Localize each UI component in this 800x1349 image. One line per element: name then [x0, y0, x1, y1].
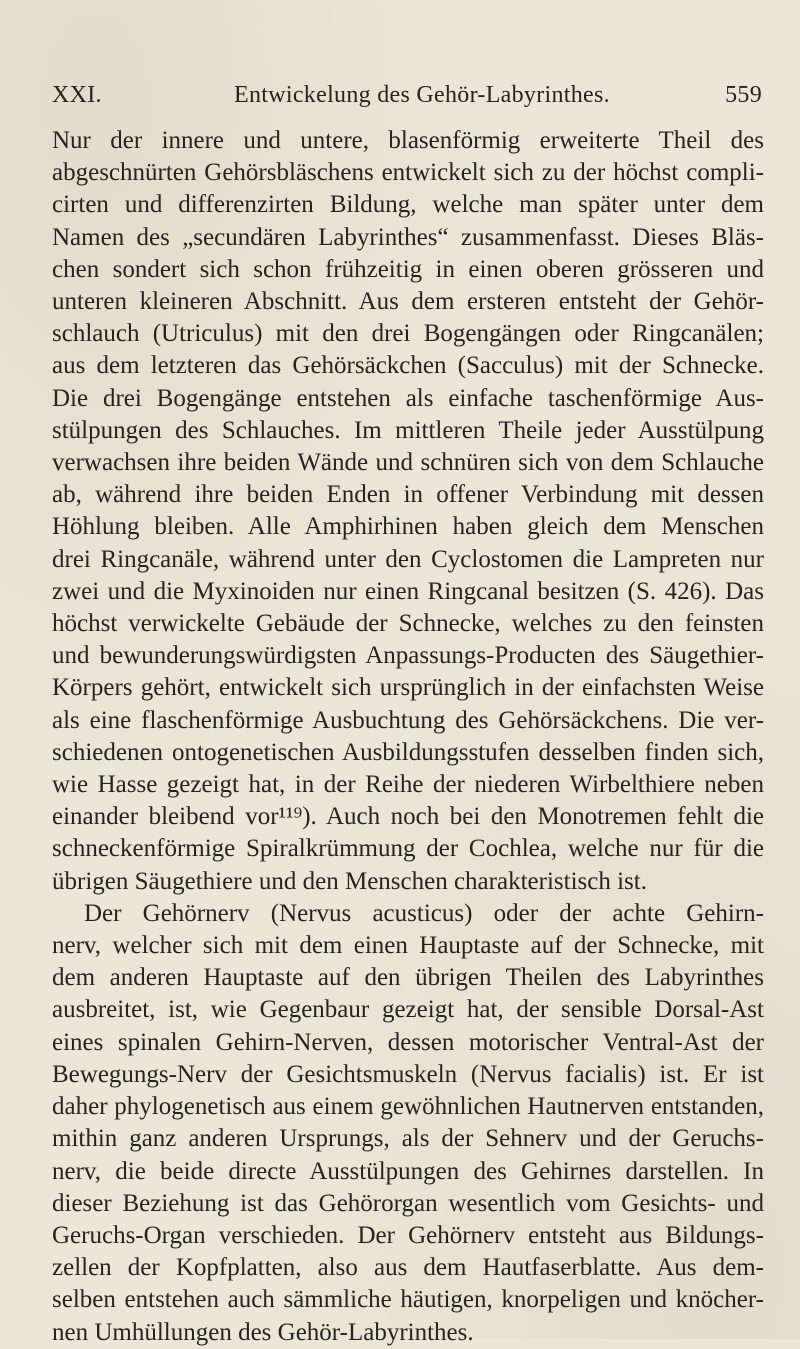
text-line: Bewegungs-Nerv der Gesichtsmuskeln (Nervus facialis) ist. Er ist — [52, 1060, 764, 1088]
text-line: Namen des „secundären Labyrinthes“ zusammenfasst. Dieses Bläs- — [52, 223, 764, 251]
text-line: selben entstehen auch sämmliche häutigen, knorpeligen und knöcher- — [52, 1286, 764, 1314]
text-line: Geruchs-Organ verschieden. Der Gehörnerv entsteht aus Bildungs- — [52, 1221, 764, 1249]
text-line: eines spinalen Gehirn-Nerven, dessen motorischer Ventral-Ast der — [52, 1028, 764, 1056]
paragraph-acoustic-nerve — [52, 898, 764, 1349]
page-number: 559 — [725, 82, 762, 108]
text-line: übrigen Säugethiere und den Menschen charakteristisch ist. — [52, 867, 647, 895]
text-line: Die drei Bogengänge entstehen als einfache taschenförmige Aus- — [52, 384, 764, 412]
text-line: dem anderen Hauptaste auf den übrigen Theilen des Labyrinthes — [52, 964, 764, 992]
text-line: Körpers gehört, entwickelt sich ursprünglich in der einfachsten Weise — [52, 674, 764, 702]
text-line: stülpungen des Schlauches. Im mittleren Theile jeder Ausstülpung — [52, 416, 764, 444]
text-line: mithin ganz anderen Ursprungs, als der Sehnerv und der Geruchs- — [52, 1125, 764, 1153]
text-line: schneckenförmige Spiralkrümmung der Cochlea, welche nur für die — [52, 835, 764, 863]
text-line: als eine flaschenförmige Ausbuchtung des Gehörsäckchens. Die ver- — [52, 706, 764, 734]
text-line: wie Hasse gezeigt hat, in der Reihe der niederen Wirbelthiere neben — [52, 771, 764, 799]
text-line: chen sondert sich schon frühzeitig in einen oberen grösseren und — [52, 255, 764, 283]
text-line: höchst verwickelte Gebäude der Schnecke, welches zu den feinsten — [52, 610, 764, 638]
text-line: drei Ringcanäle, während unter den Cyclostomen die Lampreten nur — [52, 545, 764, 573]
text-line: schiedenen ontogenetischen Ausbildungsstufen desselben finden sich, — [52, 738, 764, 766]
text-line: zellen der Kopfplatten, also aus dem Hautfaserblatte. Aus dem- — [52, 1254, 764, 1282]
text-line: unteren kleineren Abschnitt. Aus dem ersteren entsteht der Gehör- — [52, 288, 764, 316]
paragraph-labyrinth — [52, 125, 764, 898]
text-line: nen Umhüllungen des Gehör-Labyrinthes. — [52, 1318, 474, 1346]
text-line: schlauch (Utriculus) mit den drei Bogengängen oder Ringcanälen; — [52, 320, 764, 348]
text-line: Der Gehörnerv (Nervus acusticus) oder der achte Gehirn- — [84, 899, 764, 927]
text-line: verwachsen ihre beiden Wände und schnüren sich von dem Schlauche — [52, 449, 764, 477]
text-line: Nur der innere und untere, blasenförmig erweiterte Theil des — [52, 127, 764, 154]
running-title: Entwickelung des Gehör-Labyrinthes. — [234, 82, 610, 108]
text-line: und bewunderungswürdigsten Anpassungs-Producten des Säugethier- — [52, 642, 764, 670]
text-line: daher phylogenetisch aus einem gewöhnlichen Hautnerven entstanden, — [52, 1093, 764, 1121]
text-line: cirten und differenzirten Bildung, welche man später unter dem — [52, 191, 764, 219]
text-line: ab, während ihre beiden Enden in offener Verbindung mit dessen — [52, 481, 764, 509]
body-text — [52, 125, 764, 1349]
chapter-number: XXI. — [52, 82, 102, 108]
text-line: dieser Beziehung ist das Gehörorgan wesentlich vom Gesichts- und — [52, 1189, 764, 1217]
text-line: aus dem letzteren das Gehörsäckchen (Sacculus) mit der Schnecke. — [52, 352, 764, 380]
running-header — [52, 82, 762, 116]
text-line: ausbreitet, ist, wie Gegenbaur gezeigt hat, der sensible Dorsal-Ast — [52, 996, 764, 1024]
text-line: nerv, welcher sich mit dem einen Hauptaste auf der Schnecke, mit — [52, 932, 764, 960]
text-line: Höhlung bleiben. Alle Amphirhinen haben gleich dem Menschen — [52, 513, 764, 541]
text-line: einander bleibend vor¹¹⁹). Auch noch bei den Monotremen fehlt die — [52, 803, 764, 831]
text-line: zwei und die Myxinoiden nur einen Ringcanal besitzen (S. 426). Das — [52, 577, 764, 605]
text-line: abgeschnürten Gehörsbläschens entwickelt sich zu der höchst compli- — [52, 159, 764, 187]
text-line: nerv, die beide directe Ausstülpungen des Gehirnes darstellen. In — [52, 1157, 764, 1185]
